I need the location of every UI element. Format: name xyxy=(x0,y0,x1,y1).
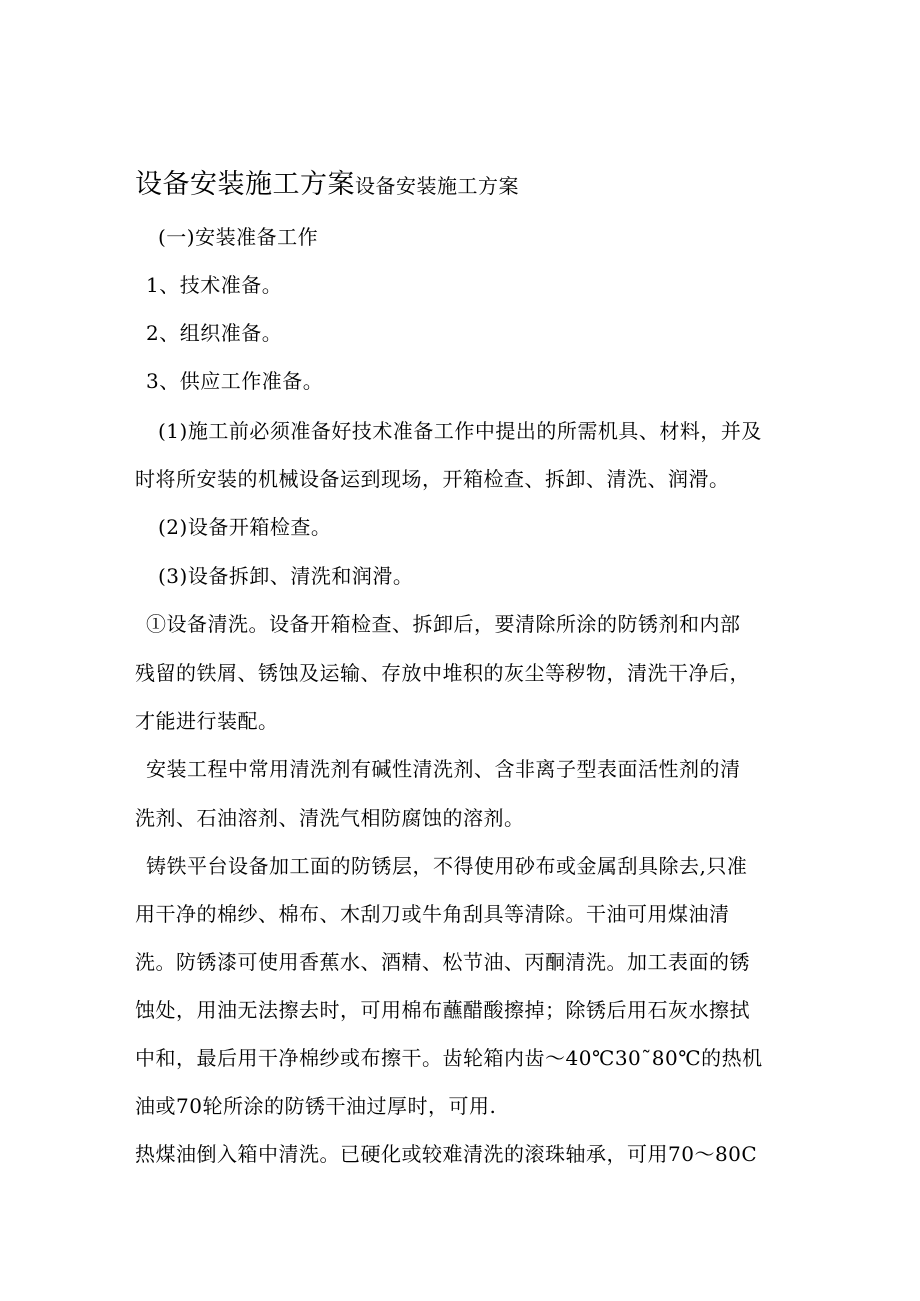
paragraph-line: 洗剂、石油溶剂、清洗气相防腐蚀的溶剂。 xyxy=(135,806,525,830)
paragraph-line: (1)施工前必须准备好技术准备工作中提出的所需机具、材料，并及 xyxy=(158,419,762,443)
list-item: (3)设备拆卸、清洗和润滑。 xyxy=(158,564,414,588)
paragraph-line: 残留的铁屑、锈蚀及运输、存放中堆积的灰尘等秽物，清洗干净后， xyxy=(135,661,750,685)
paragraph-line: 蚀处，用油无法擦去时，可用棉布蘸醋酸擦掉；除锈后用石灰水擦拭 xyxy=(135,998,750,1022)
paragraph-line: 油或70轮所涂的防锈干油过厚时，可用. xyxy=(135,1094,497,1118)
list-item: 2、组织准备。 xyxy=(146,321,283,345)
title-sub: 设备安装施工方案 xyxy=(355,174,519,198)
title-main: 设备安装施工方案 xyxy=(135,169,355,200)
document-title xyxy=(135,169,519,200)
list-item: 1、技术准备。 xyxy=(146,273,283,297)
paragraph-line: 热煤油倒入箱中清洗。已硬化或较难清洗的滚珠轴承，可用70～80C xyxy=(135,1142,758,1166)
section-heading: (一)安装准备工作 xyxy=(158,225,319,249)
paragraph-line: 中和，最后用干净棉纱或布擦干。齿轮箱内齿～40℃30˜80℃的热机 xyxy=(135,1046,763,1070)
paragraph-line: 洗。防锈漆可使用香蕉水、酒精、松节油、丙酮清洗。加工表面的锈 xyxy=(135,950,750,974)
paragraph-line: 铸铁平台设备加工面的防锈层，不得使用砂布或金属刮具除去,只准 xyxy=(146,854,748,878)
list-item: (2)设备开箱检查。 xyxy=(158,515,332,539)
paragraph-line: 才能进行装配。 xyxy=(135,709,279,733)
paragraph-line: ①设备清洗。设备开箱检查、拆卸后，要清除所涂的防锈剂和内部 xyxy=(146,612,741,636)
list-item: 3、供应工作准备。 xyxy=(146,369,324,393)
paragraph-line: 时将所安装的机械设备运到现场，开箱检查、拆卸、清洗、润滑。 xyxy=(135,467,730,491)
paragraph-line: 安装工程中常用清洗剂有碱性清洗剂、含非离子型表面活性剂的清 xyxy=(146,757,741,781)
paragraph-line: 用干净的棉纱、棉布、木刮刀或牛角刮具等清除。干油可用煤油清 xyxy=(135,902,730,926)
